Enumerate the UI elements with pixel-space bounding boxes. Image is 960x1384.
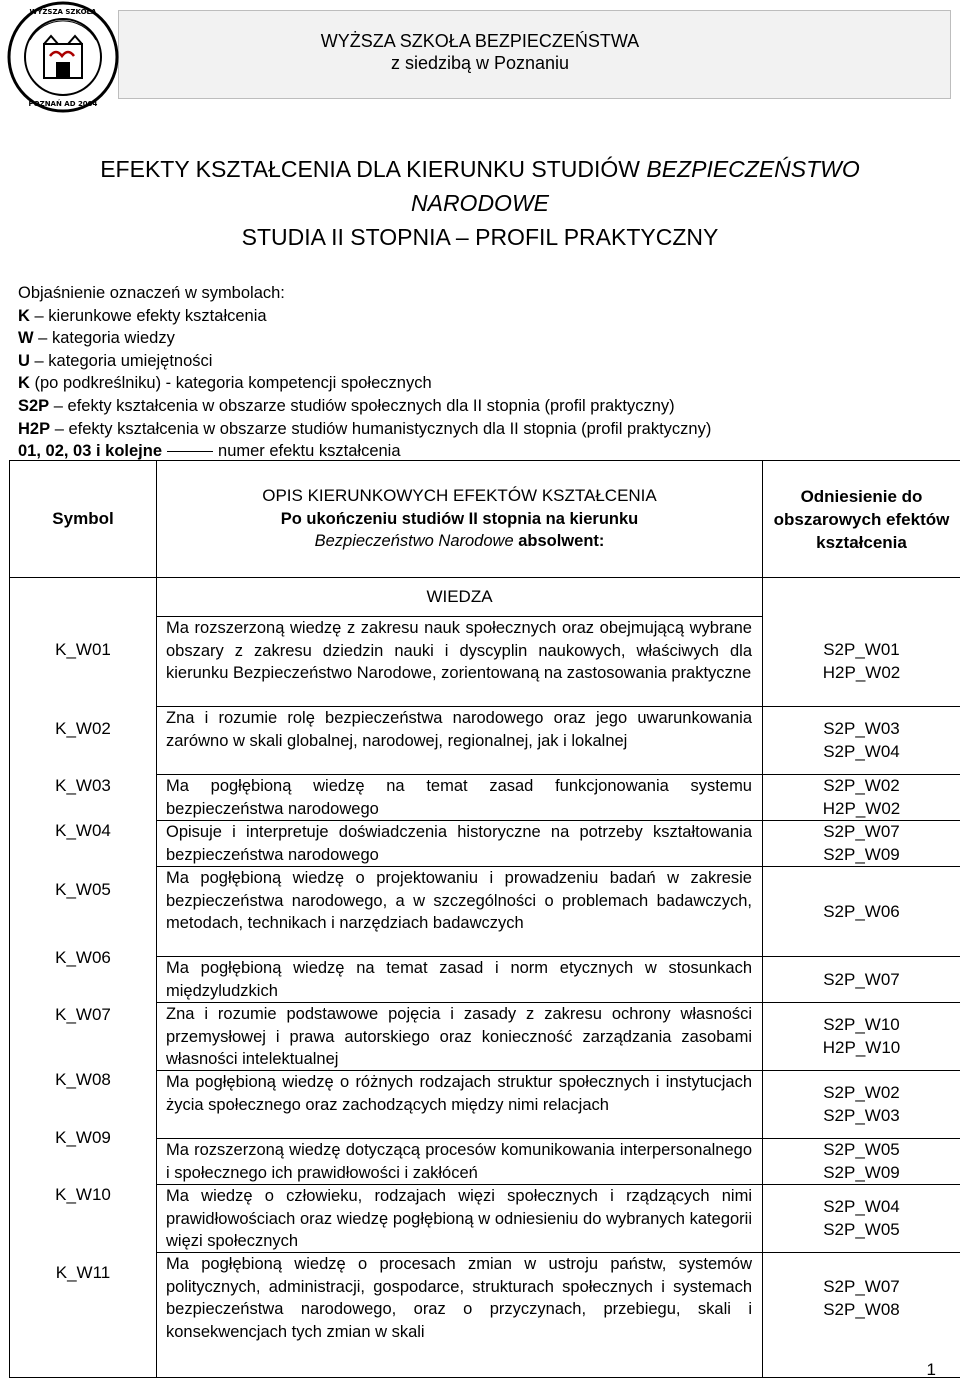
outcome-description: Ma rozszerzoną wiedzę dotyczącą procesów komunikowania interpersonalnego i społecznego ich prawidłowości i zakłóceń [157, 1139, 762, 1185]
column-header-reference: Odniesienie do obszarowych efektów kształcenia [763, 461, 960, 578]
outcome-description: Ma pogłębioną wiedzę o różnych rodzajach struktur społecznych i instytucjach życia społecznego oraz zachodzących między nimi relacjach [157, 1071, 762, 1139]
reference-code: S2P_W05 [823, 1220, 900, 1239]
reference-column [763, 617, 960, 1378]
outcome-symbol: K_W06 [55, 947, 111, 967]
reference-code: S2P_W03 [823, 1106, 900, 1125]
reference-code: S2P_W08 [823, 1300, 900, 1319]
outcome-symbol: K_W04 [55, 820, 111, 840]
title-line2-italic: NARODOWE [411, 190, 549, 216]
reference-code: S2P_W05 [823, 1140, 900, 1159]
reference-code: S2P_W09 [823, 1163, 900, 1182]
outcome-description: Ma pogłębioną wiedzę o procesach zmian w ustroju państw, systemów politycznych, administracji, gospodarce, strukturach społecznych i systemach bezpieczeństwa narodowego, oraz o przyczynach, przebiegu, skali i konsekwencjach tych zmian w skali [166, 1255, 752, 1341]
legend-item-last: 01, 02, 03 i kolejne numer efektu kształcenia [18, 442, 401, 461]
reference-code: S2P_W02 [823, 1083, 900, 1102]
legend-heading: Objaśnienie oznaczeń w symbolach: [18, 284, 285, 302]
outcome-description: Ma wiedzę o człowieku, rodzajach więzi społecznych i rządzących nimi prawidłowościach oraz wiedzę pogłębioną w odniesieniu do wybranych kategorii więzi społecznych [157, 1185, 762, 1253]
reference-code: S2P_W01 [823, 640, 900, 659]
outcome-symbol: K_W01 [55, 639, 111, 659]
page-number: 1 [926, 1360, 936, 1379]
outcome-description: Ma pogłębioną wiedzę o projektowaniu i prowadzeniu badań w zakresie bezpieczeństwa narodowego, a w szczególności o problemach badawczych, metodach, technikach i narzędziach badawczych [157, 867, 762, 957]
outcomes-body [10, 617, 960, 1378]
outcome-references [763, 867, 960, 957]
reference-code: H2P_W10 [822, 1038, 901, 1057]
reference-code: S2P_W07 [823, 1277, 900, 1296]
legend-item: H2P – efekty kształcenia w obszarze studiów humanistycznych dla II stopnia (profil praktyczny) [18, 419, 712, 438]
svg-text:WYŻSZA SZKOŁA: WYŻSZA SZKOŁA [29, 8, 97, 16]
outcome-references [763, 1185, 960, 1253]
outcome-description: Ma pogłębioną wiedzę na temat zasad i norm etycznych w stosunkach międzyludzkich [157, 957, 762, 1003]
learning-outcomes-table [9, 460, 960, 1378]
description-column [157, 617, 763, 1378]
legend-item: W – kategoria wiedzy [18, 329, 175, 348]
outcome-symbol: K_W05 [55, 879, 111, 899]
reference-code: S2P_W04 [823, 1197, 900, 1216]
legend-item: S2P – efekty kształcenia w obszarze studiów społecznych dla II stopnia (profil praktyczny) [18, 396, 675, 415]
outcome-references [763, 1253, 960, 1344]
outcome-description: Opisuje i interpretuje doświadczenia historyczne na potrzeby kształtowania bezpieczeństwa narodowego [157, 821, 762, 867]
reference-code: S2P_W06 [823, 901, 900, 921]
outcome-symbol: K_W11 [55, 1262, 111, 1282]
school-name: WYŻSZA SZKOŁA BEZPIECZEŃSTWA [320, 31, 640, 51]
outcome-description: Zna i rozumie rolę bezpieczeństwa narodowego oraz jego uwarunkowania zarówno w skali globalnej, narodowej, regionalnej, jak i lokalnej [157, 707, 762, 775]
section-blank-ref [763, 578, 960, 617]
table-header-row [10, 461, 960, 578]
reference-code: S2P_W09 [823, 845, 900, 864]
header-text [300, 30, 660, 74]
outcome-symbol: K_W03 [55, 775, 111, 795]
outcome-symbol: K_W08 [55, 1069, 111, 1089]
column-header-symbol: Symbol [10, 461, 157, 578]
outcome-references [763, 1003, 960, 1071]
outcome-symbol: K_W10 [55, 1184, 111, 1204]
column-header-description: OPIS KIERUNKOWYCH EFEKTÓW KSZTAŁCENIA Po ukończeniu studiów II stopnia na kierunku Bezpieczeństwo Narodowe absolwent: [157, 461, 763, 578]
outcome-references [763, 821, 960, 867]
title-line3: STUDIA II STOPNIA – PROFIL PRAKTYCZNY [241, 224, 719, 250]
section-title: WIEDZA [157, 578, 763, 617]
reference-code: H2P_W02 [822, 799, 901, 818]
legend-item: U – kategoria umiejętności [18, 351, 213, 370]
outcome-references [763, 957, 960, 1003]
outcome-description: Ma pogłębioną wiedzę na temat zasad funkcjonowania systemu bezpieczeństwa narodowego [157, 775, 762, 821]
svg-text:POZNAŃ AD 2004: POZNAŃ AD 2004 [28, 100, 98, 108]
reference-code: S2P_W07 [823, 822, 900, 841]
outcome-symbol: K_W09 [55, 1127, 111, 1147]
legend [18, 282, 938, 463]
document-title [30, 152, 930, 254]
outcome-references [763, 707, 960, 775]
symbol-column [10, 617, 157, 1378]
outcome-symbol: K_W07 [55, 1004, 111, 1024]
outcome-references [763, 1139, 960, 1185]
outcome-references [763, 775, 960, 821]
university-seal-logo [6, 0, 120, 114]
reference-code: S2P_W10 [823, 1015, 900, 1034]
outcome-symbol: K_W02 [55, 718, 111, 738]
outcome-description: Ma rozszerzoną wiedzę z zakresu nauk społecznych oraz obejmującą wybrane obszary z zakresu dziedzin nauki i dyscyplin naukowych, właściwych dla kierunku Bezpieczeństwo Narodowe, zorientowaną na zastosowania praktyczne [157, 617, 762, 707]
legend-item: K (po podkreślniku) - kategoria kompetencji społecznych [18, 374, 432, 393]
school-location: z siedzibą w Poznaniu [390, 53, 570, 73]
section-row [10, 578, 960, 617]
reference-code: S2P_W02 [823, 776, 900, 795]
title-line1-italic: BEZPIECZEŃSTWO [646, 156, 860, 182]
section-blank [10, 578, 157, 617]
reference-code: S2P_W04 [823, 742, 900, 761]
outcome-references [763, 1071, 960, 1139]
reference-code: H2P_W02 [822, 663, 901, 682]
legend-line [167, 451, 213, 452]
reference-code: S2P_W03 [823, 719, 900, 738]
reference-code: S2P_W07 [823, 969, 900, 989]
legend-item: K – kierunkowe efekty kształcenia [18, 306, 267, 325]
outcome-description: Zna i rozumie podstawowe pojęcia i zasady z zakresu ochrony własności przemysłowej i prawa autorskiego oraz konieczność zarządzania zasobami własności intelektualnej [157, 1003, 762, 1071]
outcome-references [763, 617, 960, 707]
title-line1: EFEKTY KSZTAŁCENIA DLA KIERUNKU STUDIÓW [100, 156, 647, 182]
